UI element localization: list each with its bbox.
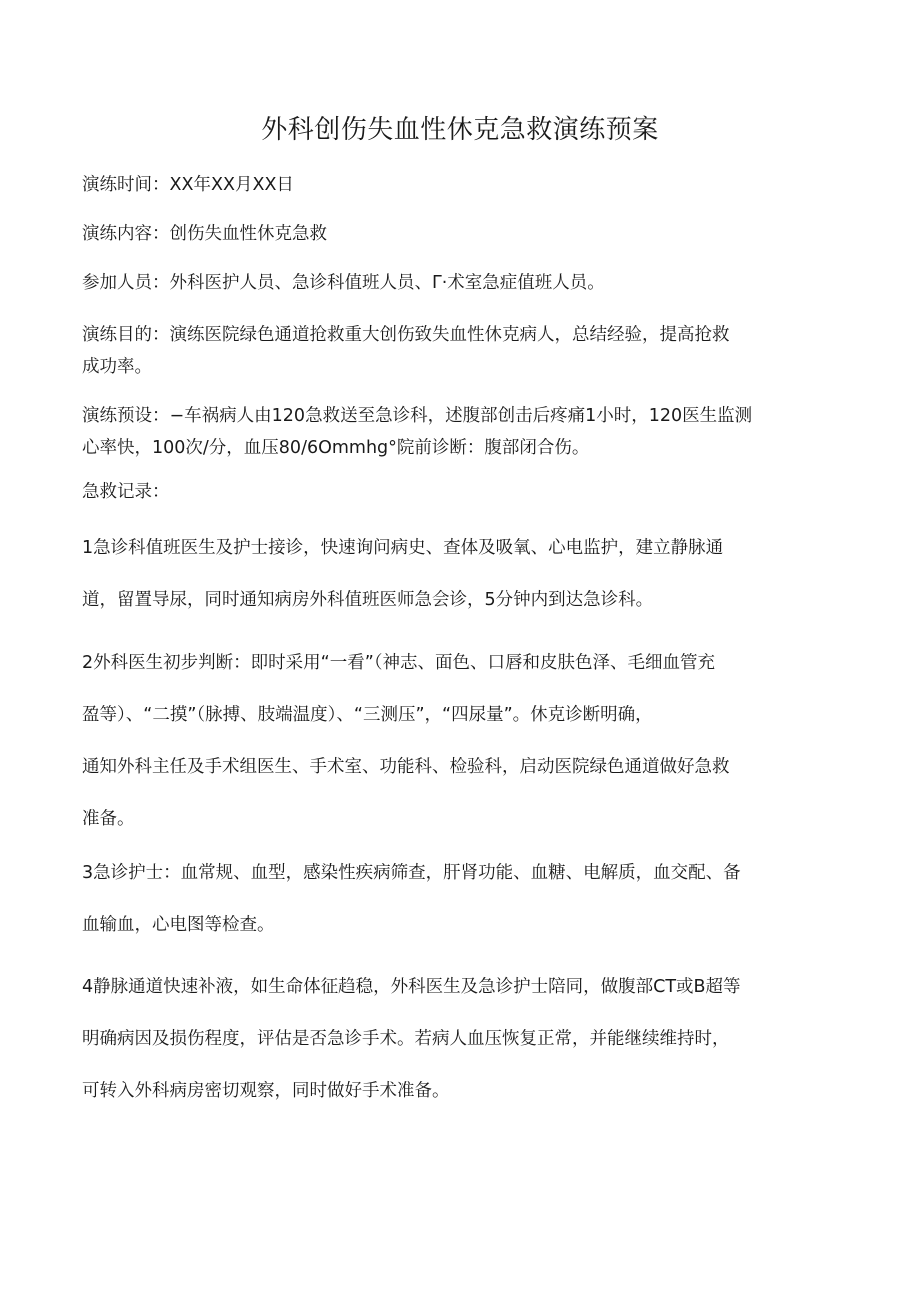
step-line: 血输血，心电图等检查。 bbox=[82, 915, 275, 935]
step-line: 明确病因及损伤程度，评估是否急诊手术。若病人血压恢复正常，并能继续维持时， bbox=[82, 1029, 730, 1049]
step-line: 通知外科主任及手术组医生、手术室、功能科、检验科，启动医院绿色通道做好急救 bbox=[82, 757, 730, 777]
step-4 bbox=[82, 961, 842, 1117]
step-3 bbox=[82, 847, 842, 951]
document-title: 外科创伤失血性休克急救演练预案 bbox=[261, 115, 659, 145]
scenario-line: 演练预设：−车祸病人由120急救送至急诊科，述腹部创击后疼痛1小时，120医生监测 bbox=[82, 406, 753, 426]
drill-content: 演练内容：创伤失血性休克急救 bbox=[82, 224, 327, 244]
purpose-line: 演练目的：演练医院绿色通道抢救重大创伤致失血性休克病人，总结经验，提高抢救 bbox=[82, 325, 730, 345]
step-2 bbox=[82, 637, 842, 845]
step-line: 盈等）、“二摸”（脉搏、肢端温度）、“三测压”，“四尿量”。休克诊断明确， bbox=[82, 705, 653, 725]
drill-purpose bbox=[82, 319, 842, 383]
scenario-line: 心率快，100次/分，血压80/6Ommhg°院前诊断：腹部闭合伤。 bbox=[82, 438, 590, 458]
drill-time: 演练时间：XX年XX月XX日 bbox=[82, 175, 294, 195]
drill-scenario bbox=[82, 400, 842, 464]
step-1 bbox=[82, 522, 842, 626]
step-line: 4静脉通道快速补液，如生命体征趋稳，外科医生及急诊护士陪同，做腹部CT或B超等 bbox=[82, 977, 741, 997]
step-line: 3急诊护士：血常规、血型，感染性疾病筛查，肝肾功能、血糖、电解质，血交配、备 bbox=[82, 863, 741, 883]
purpose-line: 成功率。 bbox=[82, 357, 152, 377]
drill-participants: 参加人员：外科医护人员、急诊科值班人员、Γ·术室急症值班人员。 bbox=[82, 273, 605, 293]
step-line: 道，留置导尿，同时通知病房外科值班医师急会诊，5分钟内到达急诊科。 bbox=[82, 590, 654, 610]
step-line: 准备。 bbox=[82, 809, 135, 829]
step-line: 2外科医生初步判断：即时采用“一看”（神志、面色、口唇和皮肤色泽、毛细血管充 bbox=[82, 653, 716, 673]
record-heading: 急救记录： bbox=[82, 482, 170, 502]
step-line: 1急诊科值班医生及护士接诊，快速询问病史、查体及吸氧、心电监护，建立静脉通 bbox=[82, 538, 724, 558]
step-line: 可转入外科病房密切观察，同时做好手术准备。 bbox=[82, 1081, 450, 1101]
